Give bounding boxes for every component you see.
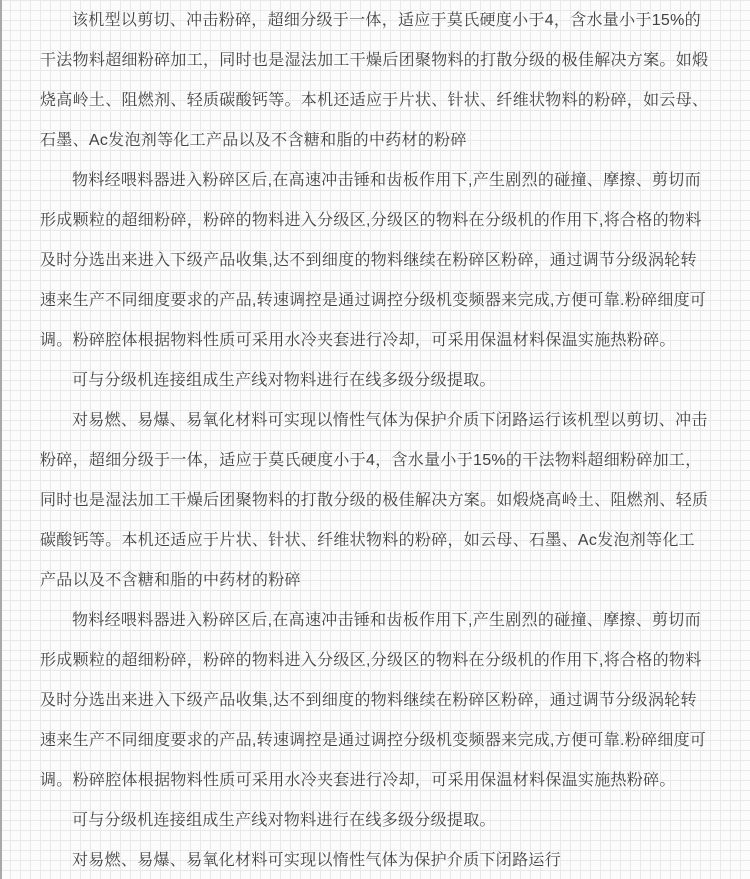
paragraph-inert-gas-closing: 对易燃、易爆、易氧化材料可实现以惰性气体为保护介质下闭路运行	[72, 852, 562, 869]
paragraph-working-principle-repeat: 物料经喂料器进入粉碎区后,在高速冲击锤和齿板作用下,产生剧烈的碰撞、摩擦、剪切而形成颗粒的超细粉碎，粉碎的物料进入分级区,分级区的物料在分级机的作用下,将合格的物料及时分选出来进入下级产品收集,达不到细度的物料继续在粉碎区粉碎，通过调节分级涡轮转速来生产不同细度要求的产品,转速调控是通过调控分级机变频器来完成,方便可靠.粉碎细度可调。粉碎腔体根据物料性质可采用水冷夹套进行冷却，可采用保温材料保温实施热粉碎。	[40, 612, 707, 789]
paragraph-inert-gas-and-overview: 对易燃、易爆、易氧化材料可实现以惰性气体为保护介质下闭路运行该机型以剪切、冲击粉碎，超细分级于一体，适应于莫氏硬度小于4，含水量小于15%的干法物料超细粉碎加工，同时也是湿法加工干燥后团聚物料的打散分级的极佳解决方案。如煅烧高岭土、阻燃剂、轻质碳酸钙等。本机还适应于片状、针状、纤维状物料的粉碎，如云母、石墨、Ac发泡剂等化工产品以及不含糖和脂的中药材的粉碎	[40, 412, 709, 589]
document-body	[2, 0, 750, 879]
paragraph-classifier-line: 可与分级机连接组成生产线对物料进行在线多级分级提取。	[72, 372, 496, 389]
paragraph-machine-overview: 该机型以剪切、冲击粉碎，超细分级于一体，适应于莫氏硬度小于4，含水量小于15%的干法物料超细粉碎加工，同时也是湿法加工干燥后团聚物料的打散分级的极佳解决方案。如煅烧高岭土、阻燃剂、轻质碳酸钙等。本机还适应于片状、针状、纤维状物料的粉碎，如云母、石墨、Ac发泡剂等化工产品以及不含糖和脂的中药材的粉碎	[40, 12, 709, 149]
paragraph-working-principle: 物料经喂料器进入粉碎区后,在高速冲击锤和齿板作用下,产生剧烈的碰撞、摩擦、剪切而形成颗粒的超细粉碎，粉碎的物料进入分级区,分级区的物料在分级机的作用下,将合格的物料及时分选出来进入下级产品收集,达不到细度的物料继续在粉碎区粉碎，通过调节分级涡轮转速来生产不同细度要求的产品,转速调控是通过调控分级机变频器来完成,方便可靠.粉碎细度可调。粉碎腔体根据物料性质可采用水冷夹套进行冷却，可采用保温材料保温实施热粉碎。	[40, 172, 707, 349]
paragraph-classifier-line-repeat: 可与分级机连接组成生产线对物料进行在线多级分级提取。	[72, 812, 496, 829]
